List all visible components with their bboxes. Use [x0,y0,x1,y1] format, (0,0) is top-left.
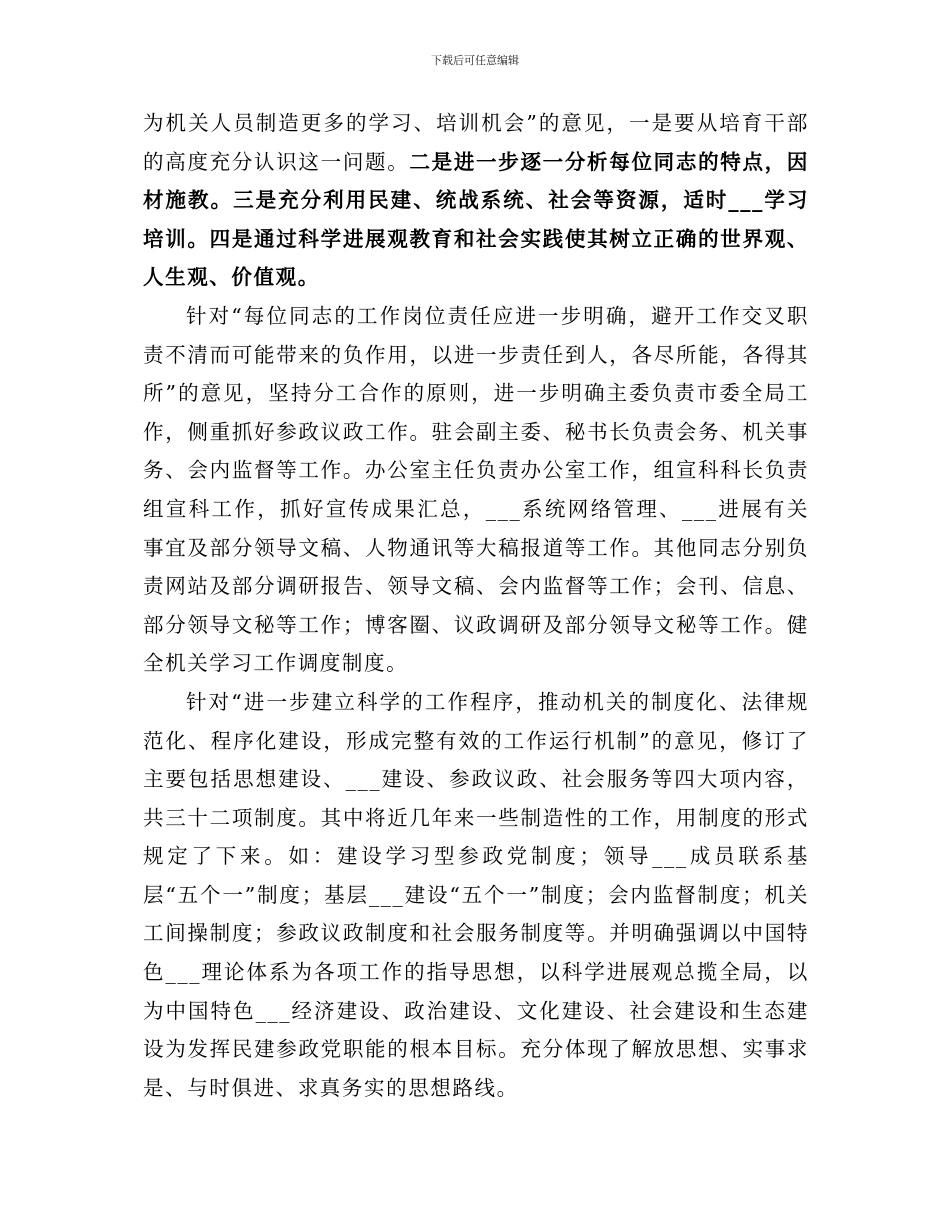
paragraph-1 [143,104,809,297]
paragraph-1-normal-text: 为机关人员制造更多的学习、培训机会”的意见，一是要从培育干部的高度充分认识这一问题。 [143,111,809,174]
paragraph-1-bold-text: 二是进一步逐一分析每位同志的特点，因材施教。三是充分利用民建、统战系统、社会等资源，适时___学习培训。四是通过科学进展观教育和社会实践使其树立正确的世界观、人生观、价值观。 [143,149,809,290]
paragraph-3: 针对“进一步建立科学的工作程序，推动机关的制度化、法律规范化、程序化建设，形成完整有效的工作运行机制”的意见，修订了主要包括思想建设、___建设、参政议政、社会服务等四大项内容，共三十二项制度。其中将近几年来一些制造性的工作，用制度的形式规定了下来。如：建设学习型参政党制度；领导___成员联系基层“五个一”制度；基层___建设“五个一”制度；会内监督制度；机关工间操制度；参政议政制度和社会服务制度等。并明确强调以中国特色___理论体系为各项工作的指导思想，以科学进展观总揽全局，以为中国特色___经济建设、政治建设、文化建设、社会建设和生态建设为发挥民建参政党职能的根本目标。充分体现了解放思想、实事求是、与时俱进、求真务实的思想路线。 [143,689,809,1100]
paragraph-2: 针对“每位同志的工作岗位责任应进一步明确，避开工作交叉职责不清而可能带来的负作用，以进一步责任到人，各尽所能，各得其所”的意见，坚持分工合作的原则，进一步明确主委负责市委全局工作，侧重抓好参政议政工作。驻会副主委、秘书长负责会务、机关事务、会内监督等工作。办公室主任负责办公室工作，组宣科科长负责组宣科工作，抓好宣传成果汇总，___系统网络管理、___进展有关事宜及部分领导文稿、人物通讯等大稿报道等工作。其他同志分别负责网站及部分调研报告、领导文稿、会内监督等工作；会刊、信息、部分领导文秘等工作；博客圈、议政调研及部分领导文秘等工作。健全机关学习工作调度制度。 [143,303,809,676]
page-header: 下载后可任意编辑 [431,54,519,67]
document-body [143,104,809,1107]
